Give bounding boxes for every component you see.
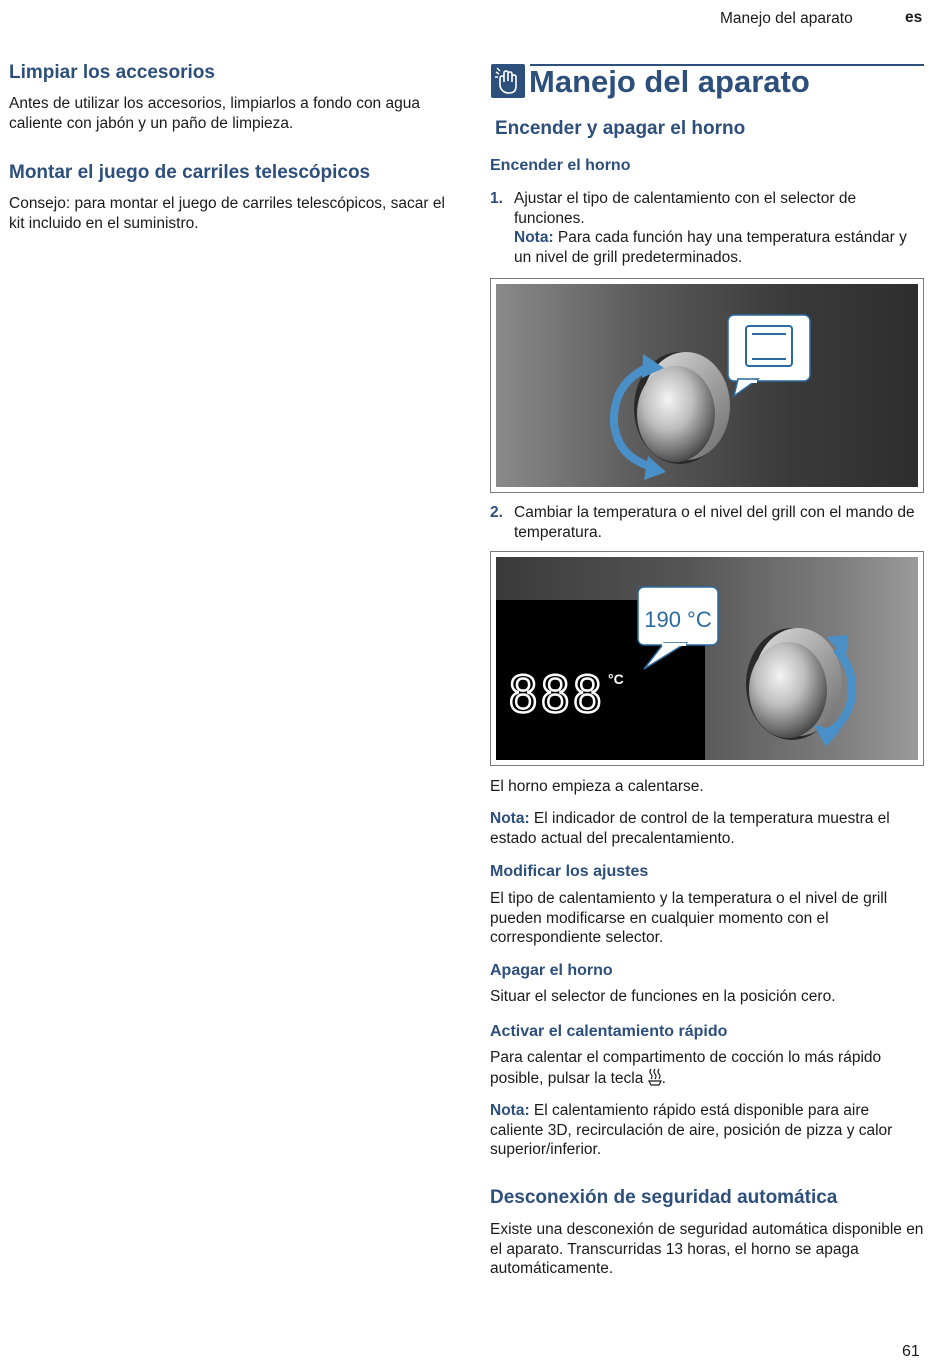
temperature-bubble-text: 190 °C <box>644 607 712 632</box>
paragraph-montar: Consejo: para montar el juego de carriles telescópicos, sacar el kit incluido en el suministro. <box>9 195 445 232</box>
subheading-apagar-horno: Apagar el horno <box>490 962 613 979</box>
step-2 <box>490 503 924 542</box>
display-digits: 888 <box>508 666 605 724</box>
heading-montar-carriles: Montar el juego de carriles telescópicos <box>9 162 371 183</box>
step-1-number: 1. <box>490 190 503 207</box>
hand-control-icon <box>491 64 525 98</box>
step-2-number: 2. <box>490 504 503 521</box>
header-language: es <box>905 9 923 26</box>
heading-limpiar-accesorios: Limpiar los accesorios <box>9 62 215 83</box>
step-1 <box>490 189 924 267</box>
note-calentamiento-rapido <box>490 1101 924 1160</box>
note-text: Para cada función hay una temperatura estándar y un nivel de grill predeterminados. <box>514 229 907 266</box>
note-label: Nota: <box>490 1102 530 1119</box>
note-precalentamiento <box>490 809 924 848</box>
figure-function-selector <box>490 278 924 493</box>
header-section-title: Manejo del aparato <box>720 10 853 27</box>
note-text: El indicador de control de la temperatura muestra el estado actual del precalentamiento. <box>490 810 890 847</box>
step-1-text: Ajustar el tipo de calentamiento con el selector de funciones. <box>514 190 857 227</box>
subheading-modificar-ajustes: Modificar los ajustes <box>490 863 649 880</box>
temperature-knob-illustration <box>496 557 918 760</box>
note-text: El calentamiento rápido está disponible para aire caliente 3D, recirculación de aire, posición de pizza y calor superior/inferior. <box>490 1102 893 1158</box>
heading-encender-apagar: Encender y apagar el horno <box>495 118 746 139</box>
paragraph-desconexion: Existe una desconexión de seguridad automática disponible en el aparato. Transcurridas 13 horas, el horno se apaga automáticamente. <box>490 1221 924 1277</box>
paragraph-limpiar: Antes de utilizar los accesorios, limpiarlos a fondo con agua caliente con jabón y un paño de limpieza. <box>9 95 420 132</box>
figure-temperature-selector <box>490 551 924 766</box>
page-number: 61 <box>902 1343 920 1360</box>
heading-desconexion-seguridad: Desconexión de seguridad automática <box>490 1187 838 1208</box>
rapido-text-end: . <box>661 1069 666 1087</box>
paragraph-empieza: El horno empieza a calentarse. <box>490 778 704 795</box>
paragraph-modificar: El tipo de calentamiento y la temperatura o el nivel de grill pueden modificarse en cualquier momento con el correspondiente selector. <box>490 890 888 946</box>
subheading-calentamiento-rapido: Activar el calentamiento rápido <box>490 1023 728 1040</box>
display-unit: °C <box>608 671 624 687</box>
function-knob-illustration <box>496 284 918 487</box>
subheading-encender-horno: Encender el horno <box>490 157 631 174</box>
rapid-heat-icon <box>648 1068 662 1086</box>
note-label: Nota: <box>490 810 530 827</box>
note-label: Nota: <box>514 229 554 246</box>
step-1-note <box>514 228 924 267</box>
paragraph-apagar: Situar el selector de funciones en la posición cero. <box>490 988 836 1005</box>
paragraph-rapido <box>490 1048 924 1088</box>
step-2-text: Cambiar la temperatura o el nivel del grill con el mando de temperatura. <box>514 504 915 541</box>
chapter-title: Manejo del aparato <box>529 64 810 99</box>
rapido-text-start: Para calentar el compartimento de cocción lo más rápido posible, pulsar la tecla <box>490 1049 882 1087</box>
